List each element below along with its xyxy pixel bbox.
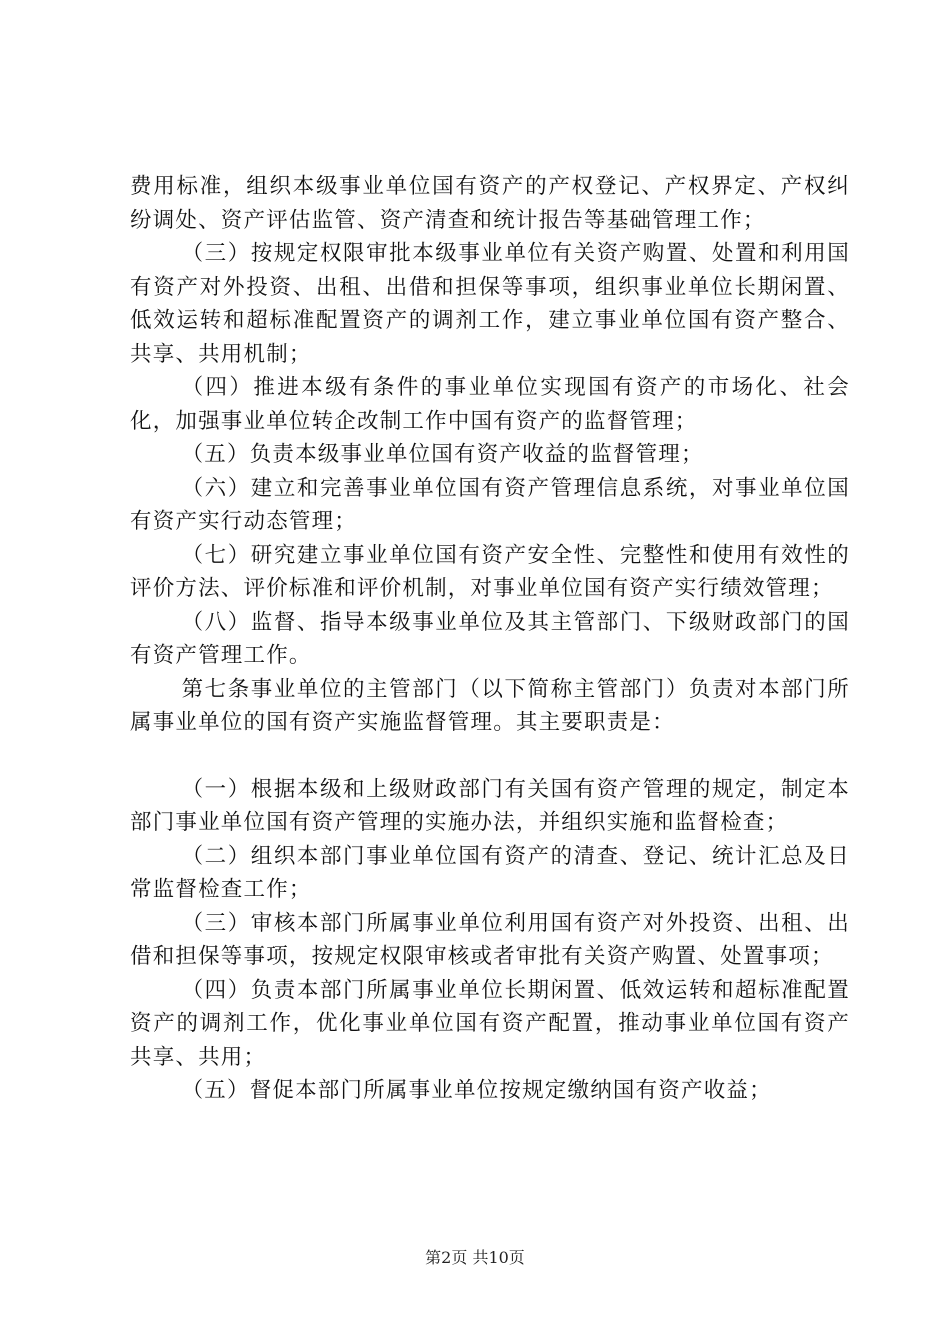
paragraph-dept-item-2: （二）组织本部门事业单位国有资产的清查、登记、统计汇总及日常监督检查工作； (130, 843, 850, 902)
paragraph-item-8: （八）监督、指导本级事业单位及其主管部门、下级财政部门的国有资产管理工作。 (130, 609, 850, 668)
paragraph-item-7: （七）研究建立事业单位国有资产安全性、完整性和使用有效性的评价方法、评价标准和评价机制，对事业单位国有资产实行绩效管理； (130, 542, 850, 601)
paragraph-article-7: 第七条事业单位的主管部门（以下简称主管部门）负责对本部门所属事业单位的国有资产实施监督管理。其主要职责是： (130, 676, 850, 735)
paragraph-dept-item-1: （一）根据本级和上级财政部门有关国有资产管理的规定，制定本部门事业单位国有资产管理的实施办法，并组织实施和监督检查； (130, 776, 850, 835)
paragraph-spacer (130, 740, 850, 773)
document-body (130, 170, 850, 1108)
paragraph-item-3: （三）按规定权限审批本级事业单位有关资产购置、处置和利用国有资产对外投资、出租、出借和担保等事项，组织事业单位长期闲置、低效运转和超标准配置资产的调剂工作，建立事业单位国有资产整合、共享、共用机制； (130, 241, 850, 367)
paragraph-item-4: （四）推进本级有条件的事业单位实现国有资产的市场化、社会化，加强事业单位转企改制工作中国有资产的监督管理； (130, 375, 850, 434)
paragraph-item-6: （六）建立和完善事业单位国有资产管理信息系统，对事业单位国有资产实行动态管理； (130, 475, 850, 534)
paragraph-dept-item-3: （三）审核本部门所属事业单位利用国有资产对外投资、出租、出借和担保等事项，按规定权限审核或者审批有关资产购置、处置事项； (130, 910, 850, 969)
paragraph-dept-item-4: （四）负责本部门所属事业单位长期闲置、低效运转和超标准配置资产的调剂工作，优化事业单位国有资产配置，推动事业单位国有资产共享、共用； (130, 977, 850, 1070)
page-number: 第2页 共10页 (425, 1248, 525, 1267)
paragraph-continuation: 费用标准，组织本级事业单位国有资产的产权登记、产权界定、产权纠纷调处、资产评估监管、资产清查和统计报告等基础管理工作； (130, 174, 850, 233)
paragraph-item-5: （五）负责本级事业单位国有资产收益的监督管理； (181, 442, 704, 467)
paragraph-dept-item-5: （五）督促本部门所属事业单位按规定缴纳国有资产收益； (181, 1078, 772, 1103)
